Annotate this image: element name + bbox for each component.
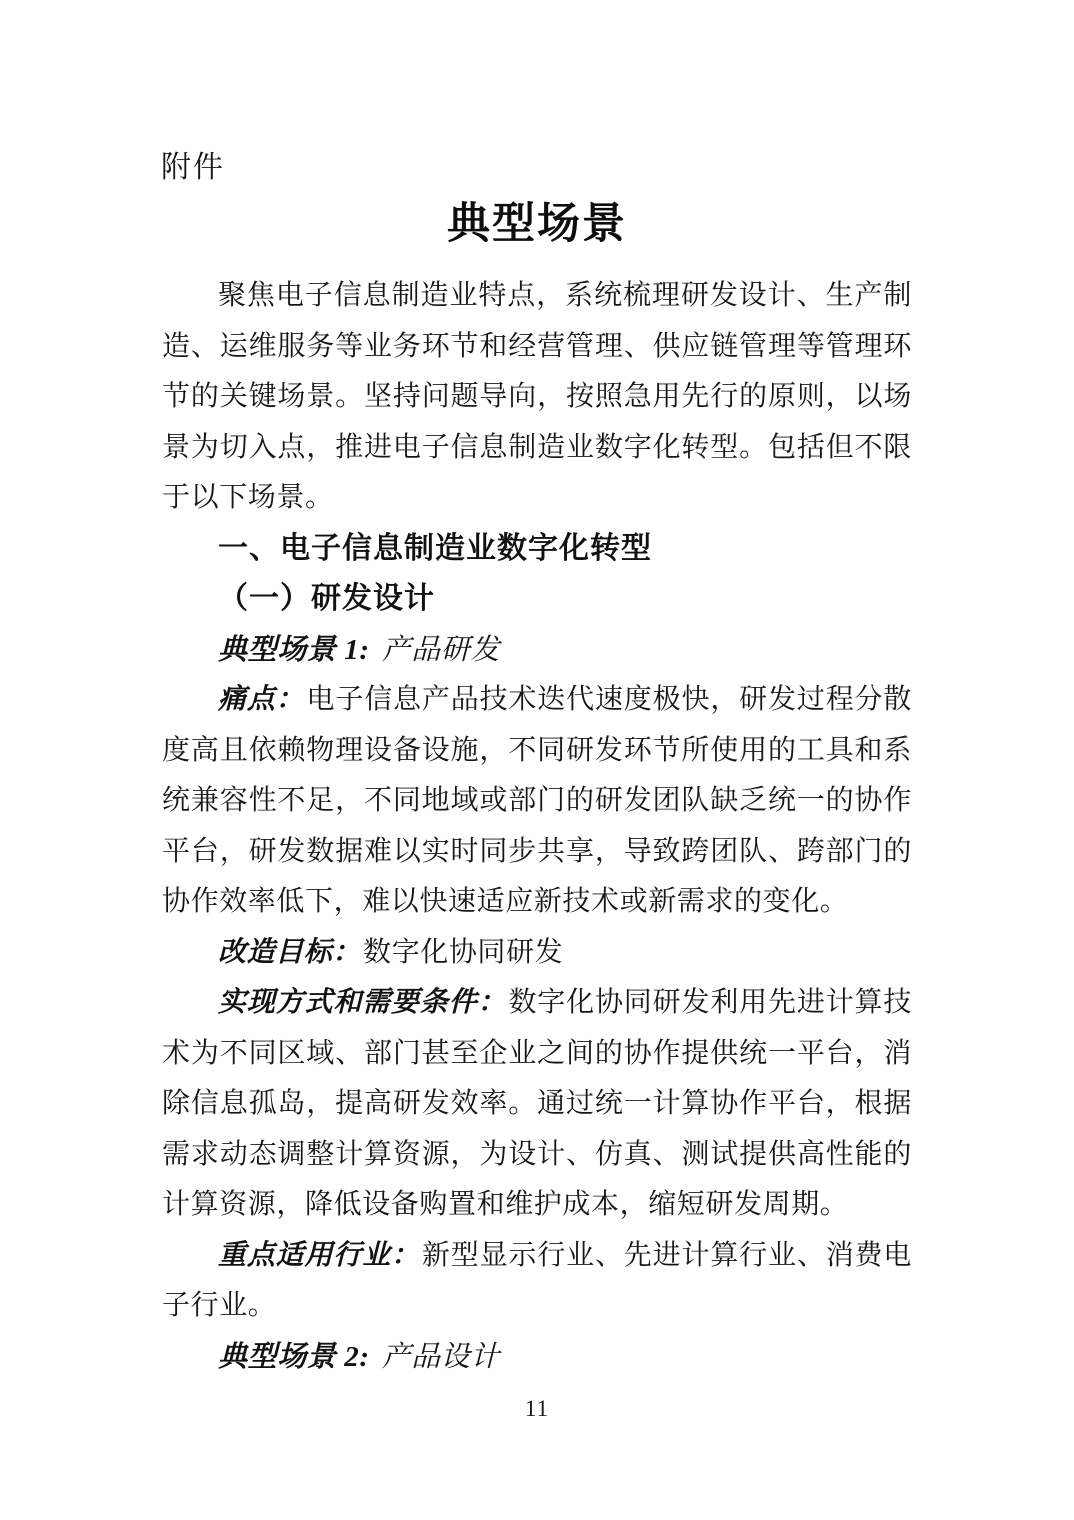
text-line: 度高且依赖物理设备设施，不同研发环节所使用的工具和系 xyxy=(162,734,912,766)
field-label: 改造目标： xyxy=(218,936,362,968)
scenario-line: 典型场景 2: 产品设计 xyxy=(218,1340,501,1373)
section-heading: 一、电子信息制造业数字化转型 xyxy=(218,531,652,565)
text-line: 计算资源，降低设备购置和维护成本，缩短研发周期。 xyxy=(162,1189,849,1220)
text-line: 除信息孤岛，提高研发效率。通过统一计算协作平台，根据 xyxy=(162,1088,912,1119)
text-line: 于以下场景。 xyxy=(162,482,334,513)
text-line: 术为不同区域、部门甚至企业之间的协作提供统一平台，消 xyxy=(162,1037,912,1069)
text-line: 节的关键场景。坚持问题导向，按照急用先行的原则，以场 xyxy=(162,381,912,412)
text-line: 改造目标：数字化协同研发 xyxy=(218,936,564,968)
field-label: 实现方式和需要条件： xyxy=(218,987,507,1018)
section-heading: （一）研发设计 xyxy=(218,582,435,615)
field-label: 典型场景 1: xyxy=(218,633,370,666)
document-body xyxy=(162,271,912,1382)
page-number: 11 xyxy=(524,1396,550,1421)
attachment-label: 附件 xyxy=(161,151,225,184)
text-line: 实现方式和需要条件：数字化协同研发利用先进计算技 xyxy=(218,987,912,1018)
text-line: 痛点：电子信息产品技术迭代速度极快，研发过程分散 xyxy=(218,684,912,715)
page-title: 典型场景 xyxy=(447,201,627,248)
text-line: 重点适用行业：新型显示行业、先进计算行业、消费电 xyxy=(218,1239,912,1271)
text-line: 造、运维服务等业务环节和经营管理、供应链管理等管理环 xyxy=(162,330,912,362)
text-line: 景为切入点，推进电子信息制造业数字化转型。包括但不限 xyxy=(162,431,912,463)
text-line: 协作效率低下，难以快速适应新技术或新需求的变化。 xyxy=(162,886,849,917)
scenario-line: 典型场景 1: 产品研发 xyxy=(218,633,501,666)
field-label: 重点适用行业： xyxy=(218,1239,420,1271)
field-label: 痛点： xyxy=(218,684,305,715)
text-line: 聚焦电子信息制造业特点，系统梳理研发设计、生产制 xyxy=(218,280,912,311)
text-line: 子行业。 xyxy=(162,1290,277,1321)
text-line: 需求动态调整计算资源，为设计、仿真、测试提供高性能的 xyxy=(162,1138,912,1170)
text-line: 平台，研发数据难以实时同步共享，导致跨团队、跨部门的 xyxy=(162,835,912,867)
field-label: 典型场景 2: xyxy=(218,1340,370,1373)
text-line: 统兼容性不足，不同地域或部门的研发团队缺乏统一的协作 xyxy=(162,785,912,816)
